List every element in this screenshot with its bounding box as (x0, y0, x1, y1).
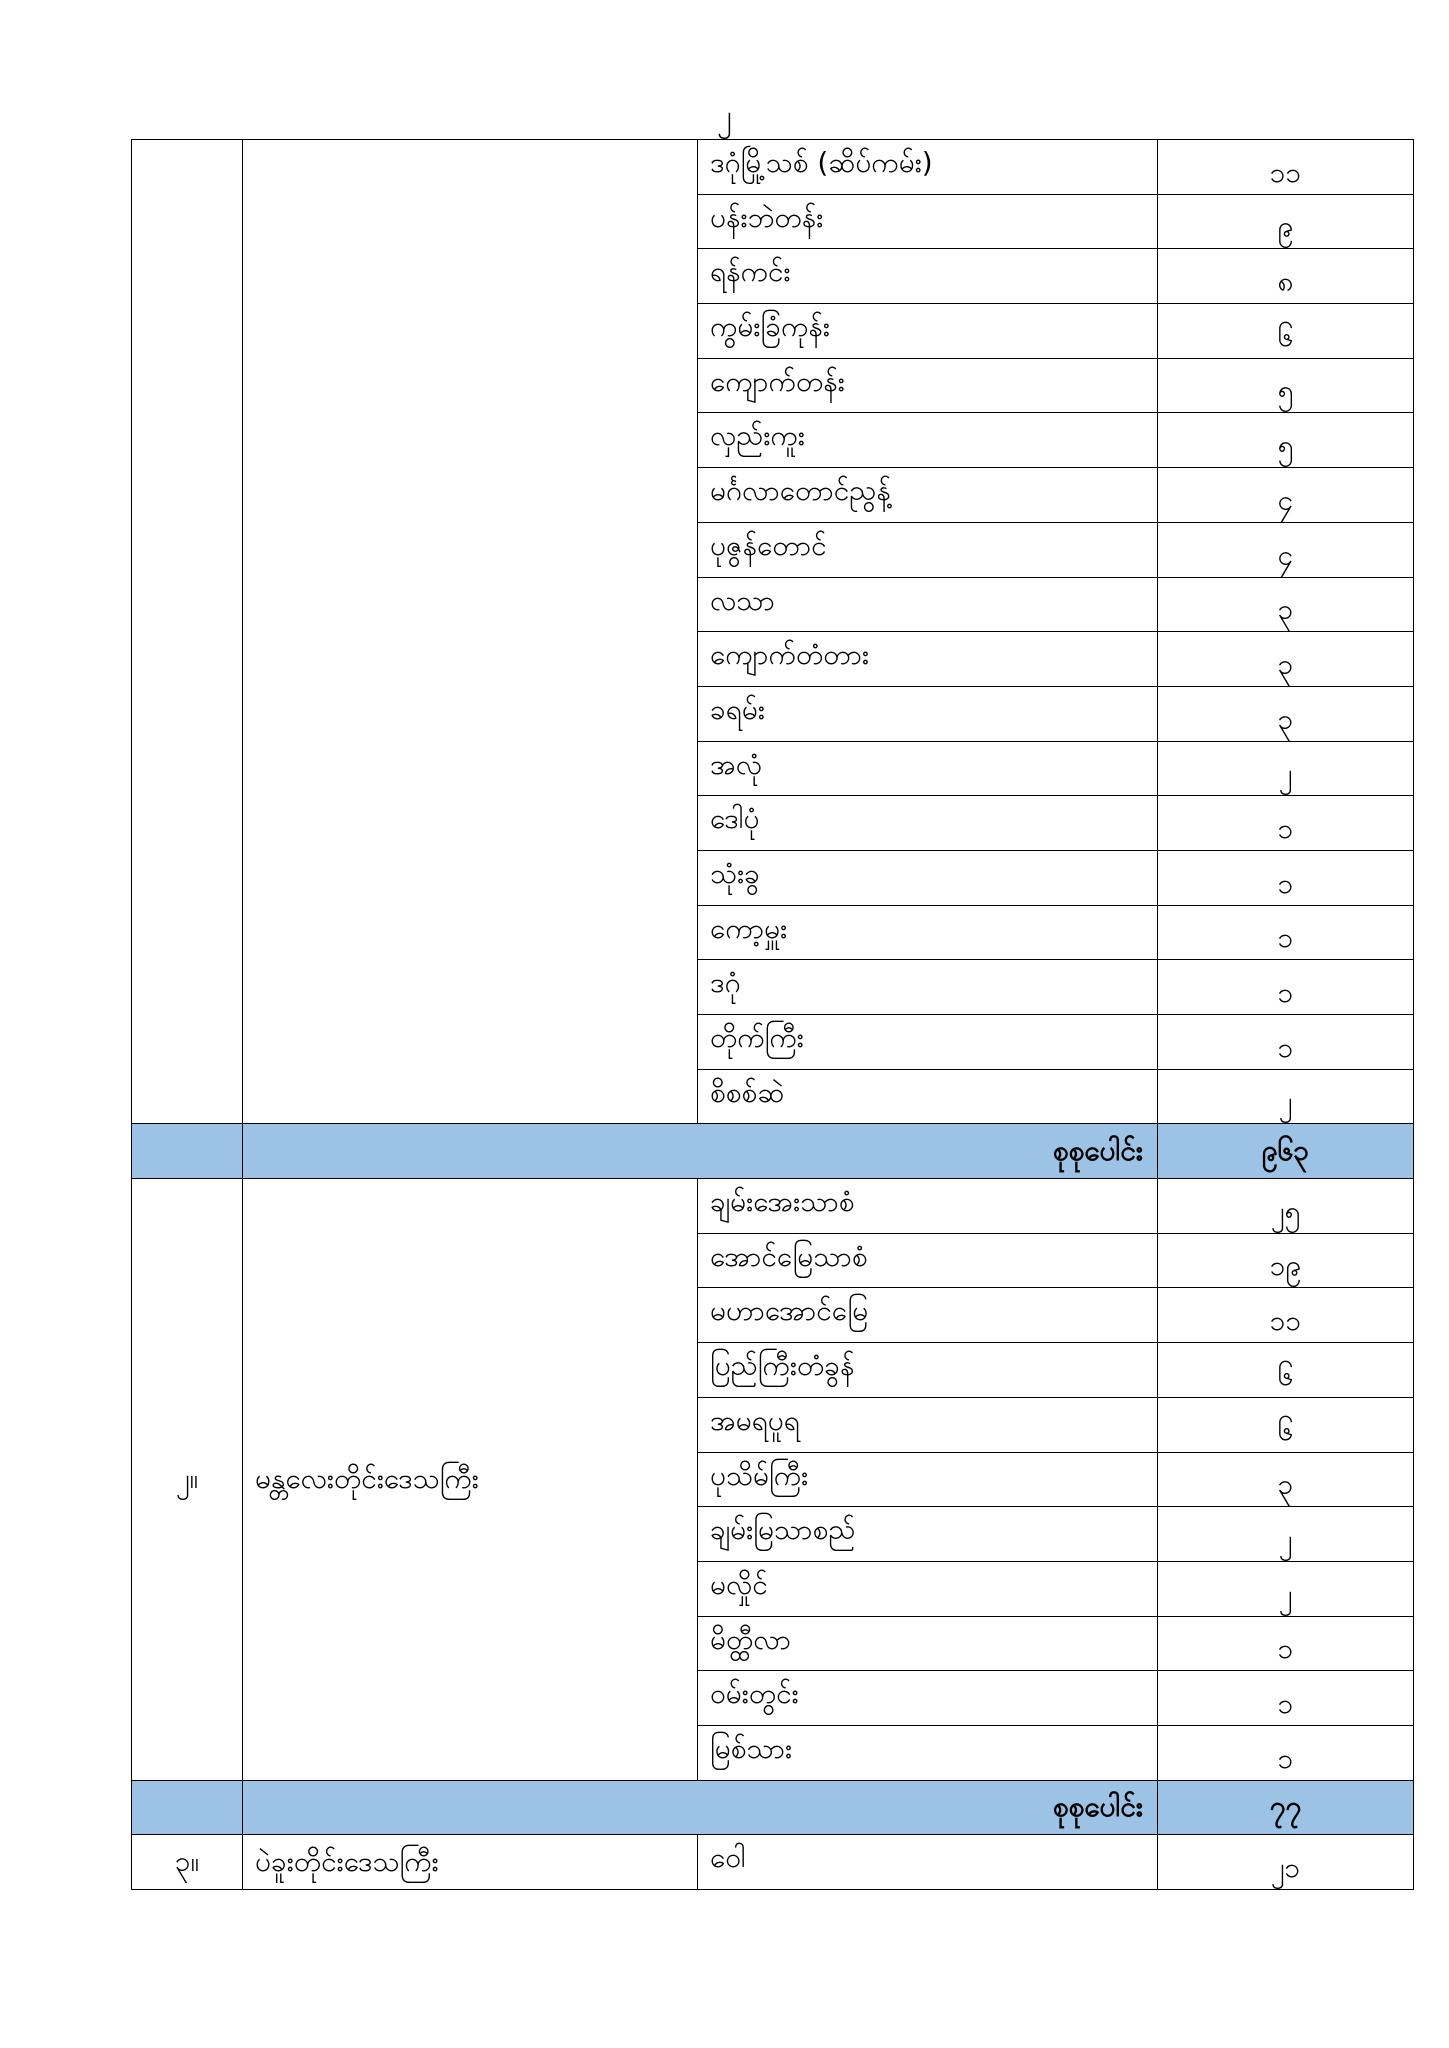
township-name-cell: အလုံ (698, 741, 1158, 796)
region-name-cell: ပဲခူးတိုင်းဒေသကြီး (243, 1835, 698, 1890)
table-row (132, 140, 1414, 195)
total-label-cell: စုစုပေါင်း (243, 1124, 1158, 1179)
township-name-cell: ဝမ်းတွင်း (698, 1671, 1158, 1726)
township-name-cell: မဟာအောင်မြေ (698, 1288, 1158, 1343)
count-cell: ၃ (1158, 686, 1414, 741)
page-number: ၂ (717, 99, 732, 134)
section-number-cell (132, 140, 243, 1124)
township-name-cell: ပန်းဘဲတန်း (698, 194, 1158, 249)
total-value-cell: ၇၇ (1158, 1780, 1414, 1835)
count-cell: ၁ (1158, 1015, 1414, 1070)
township-name-cell: ဒဂုံ (698, 960, 1158, 1015)
township-name-cell: ချမ်းအေးသာစံ (698, 1179, 1158, 1234)
total-row (132, 1780, 1414, 1835)
township-name-cell: မြစ်သား (698, 1725, 1158, 1780)
township-name-cell: ခရမ်း (698, 686, 1158, 741)
region-name-cell: မန္တလေးတိုင်းဒေသကြီး (243, 1179, 698, 1781)
count-cell: ၁ (1158, 850, 1414, 905)
township-name-cell: အောင်မြေသာစံ (698, 1233, 1158, 1288)
township-name-cell: လသာ (698, 577, 1158, 632)
count-cell: ၂၁ (1158, 1835, 1414, 1890)
section-number-cell: ၂။ (132, 1179, 243, 1781)
count-cell: ၆ (1158, 1397, 1414, 1452)
count-cell: ၁ (1158, 905, 1414, 960)
township-name-cell: ကော့မှူး (698, 905, 1158, 960)
township-name-cell: မင်္ဂလာတောင်ညွန့် (698, 468, 1158, 523)
township-name-cell: အမရပူရ (698, 1397, 1158, 1452)
count-cell: ၂ (1158, 1069, 1414, 1124)
township-name-cell: လှည်းကူး (698, 413, 1158, 468)
township-name-cell: ပုဇွန်တောင် (698, 522, 1158, 577)
township-name-cell: သုံးခွ (698, 850, 1158, 905)
township-name-cell: တိုက်ကြီး (698, 1015, 1158, 1070)
township-name-cell: ကျောက်တံတား (698, 632, 1158, 687)
count-cell: ၆ (1158, 304, 1414, 359)
total-row (132, 1124, 1414, 1179)
region-name-cell (243, 140, 698, 1124)
count-cell: ၃ (1158, 577, 1414, 632)
township-name-cell: ပုသိမ်ကြီး (698, 1452, 1158, 1507)
count-cell: ၈ (1158, 249, 1414, 304)
township-name-cell: ကျောက်တန်း (698, 358, 1158, 413)
township-name-cell: ရန်ကင်း (698, 249, 1158, 304)
township-count-table (131, 139, 1414, 1890)
count-cell: ၄ (1158, 522, 1414, 577)
township-name-cell: စိစစ်ဆဲ (698, 1069, 1158, 1124)
count-cell: ၁ (1158, 796, 1414, 851)
township-name-cell: ကွမ်းခြံကုန်း (698, 304, 1158, 359)
count-cell: ၅ (1158, 358, 1414, 413)
township-name-cell: မိတ္ထီလာ (698, 1616, 1158, 1671)
count-cell: ၄ (1158, 468, 1414, 523)
township-name-cell: မလှိုင် (698, 1561, 1158, 1616)
count-cell: ၃ (1158, 632, 1414, 687)
count-cell: ၁၁ (1158, 1288, 1414, 1343)
township-name-cell: ဒေါပုံ (698, 796, 1158, 851)
total-blank-cell (132, 1124, 243, 1179)
count-cell: ၆ (1158, 1343, 1414, 1398)
count-cell: ၂ (1158, 1507, 1414, 1562)
township-name-cell: ပြည်ကြီးတံခွန် (698, 1343, 1158, 1398)
total-blank-cell (132, 1780, 243, 1835)
count-cell: ၂ (1158, 1561, 1414, 1616)
count-cell: ၁ (1158, 960, 1414, 1015)
township-name-cell: ချမ်းမြသာစည် (698, 1507, 1158, 1562)
township-name-cell: ဒဂုံမြို့သစ် (ဆိပ်ကမ်း) (698, 140, 1158, 195)
total-label-cell: စုစုပေါင်း (243, 1780, 1158, 1835)
count-cell: ၁၁ (1158, 140, 1414, 195)
township-name-cell: ဝေါ (698, 1835, 1158, 1890)
count-cell: ၅ (1158, 413, 1414, 468)
count-cell: ၃ (1158, 1452, 1414, 1507)
table-row (132, 1835, 1414, 1890)
count-cell: ၁ (1158, 1671, 1414, 1726)
count-cell: ၂၅ (1158, 1179, 1414, 1234)
count-cell: ၁ (1158, 1725, 1414, 1780)
count-cell: ၂ (1158, 741, 1414, 796)
table-row (132, 1179, 1414, 1234)
section-number-cell: ၃။ (132, 1835, 243, 1890)
count-cell: ၉ (1158, 194, 1414, 249)
total-value-cell: ၉၆၃ (1158, 1124, 1414, 1179)
count-cell: ၁ (1158, 1616, 1414, 1671)
count-cell: ၁၉ (1158, 1233, 1414, 1288)
